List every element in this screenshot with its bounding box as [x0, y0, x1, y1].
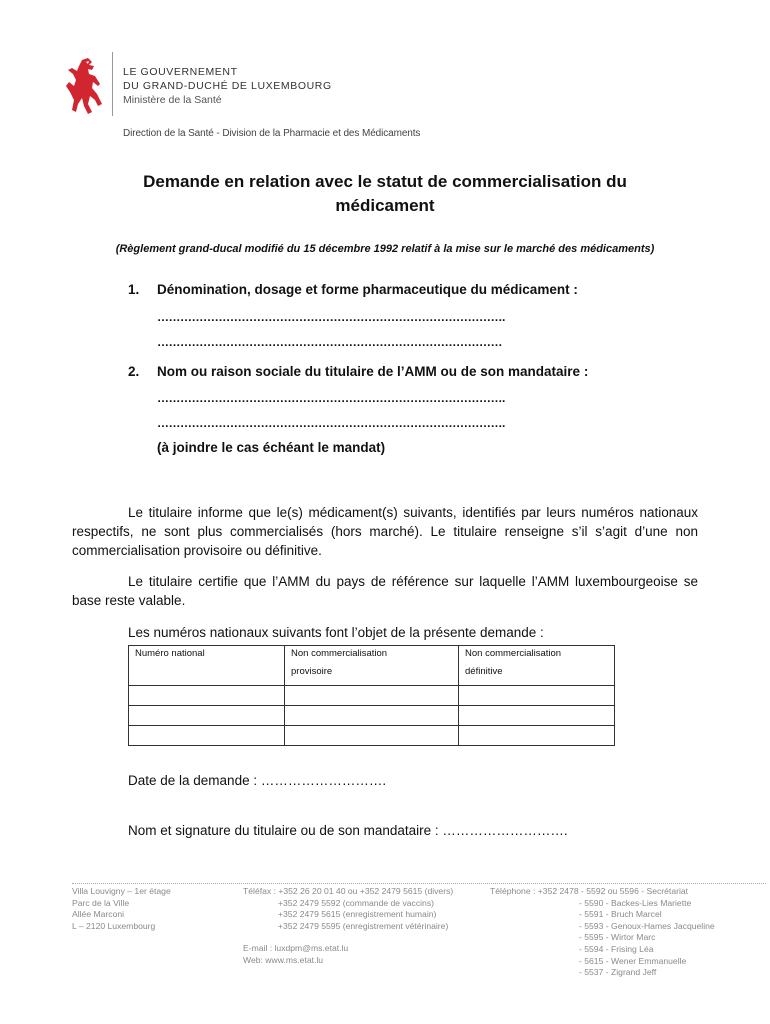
footer-telefax-line: +352 2479 5615 (enregistrement humain): [278, 909, 437, 920]
table-cell[interactable]: [459, 706, 615, 726]
header-provisional: [285, 646, 459, 686]
paragraph-information: Le titulaire informe que le(s) médicament(s) suivants, identifiés par leurs numéros nationaux respectifs, ne sont plus commercialisés (hors marché). Le titulaire renseigne s’il s’agit d’une non commercialisation provisoire ou définitive.: [72, 505, 698, 558]
section2-field-line2[interactable]: ……………………………………………………………………………….: [157, 416, 505, 430]
section2-note: (à joindre le cas échéant le mandat): [157, 440, 386, 455]
footer-address: [72, 886, 171, 932]
section1-label: Dénomination, dosage et forme pharmaceutique du médicament :: [157, 282, 578, 297]
header-definitive-line1: Non commercialisation: [465, 648, 562, 659]
date-field[interactable]: Date de la demande : ……………………….: [128, 773, 387, 788]
table-cell[interactable]: [459, 686, 615, 706]
footer-telefax-line: +352 2479 5592 (commande de vaccins): [278, 897, 434, 908]
footer-web[interactable]: Web: www.ms.etat.lu: [243, 954, 324, 965]
signature-field[interactable]: Nom et signature du titulaire ou de son mandataire : ……………………….: [128, 823, 568, 838]
gov-line-1: LE GOUVERNEMENT: [123, 66, 238, 78]
footer-divider: [72, 883, 766, 884]
ministry-name: Ministère de la Santé: [123, 94, 222, 106]
footer-telephone-line: Téléphone : +352 2478 - 5592 ou 5596 - Secrétariat: [490, 886, 689, 896]
header-provisional-line2: provisoire: [291, 666, 333, 677]
footer-telephone-line: - 5595 - Wirtor Marc: [579, 932, 656, 943]
footer-telefax-line: +352 2479 5595 (enregistrement vétérinaire): [278, 920, 449, 931]
table-row: [129, 726, 615, 746]
document-title-line2: médicament: [335, 196, 435, 215]
section1-field-line2[interactable]: ………………………………………………………………………………: [157, 335, 502, 349]
section2-field-line1[interactable]: ……………………………………………………………………………….: [157, 391, 505, 405]
section2-number: 2.: [128, 364, 140, 379]
footer-telephone: [490, 886, 745, 979]
table-cell[interactable]: [285, 726, 459, 746]
section1-field-line1[interactable]: ……………………………………………………………………………….: [157, 310, 505, 324]
document-subtitle: (Règlement grand-ducal modifié du 15 décembre 1992 relatif à la mise sur le marché des médicaments): [115, 243, 655, 255]
table-row: [129, 686, 615, 706]
footer-address-line: Parc de la Ville: [72, 897, 130, 908]
footer-address-line: Allée Marconi: [72, 909, 125, 920]
table-header-row: [129, 646, 615, 686]
header-definitive-line2: définitive: [465, 666, 503, 677]
footer-telephone-line: - 5615 - Wener Emmanuelle: [579, 955, 687, 966]
footer-telephone-line: - 5590 - Backes-Lies Mariette: [579, 897, 692, 908]
table-cell[interactable]: [129, 686, 285, 706]
footer-address-line: L – 2120 Luxembourg: [72, 920, 156, 931]
footer-address-line: Villa Louvigny – 1er étage: [72, 886, 171, 896]
footer-telefax-line: Téléfax : +352 26 20 01 40 ou +352 2479 5615 (divers): [243, 886, 454, 896]
section1-number: 1.: [128, 282, 140, 297]
table-cell[interactable]: [285, 686, 459, 706]
footer-telephone-line: - 5593 - Genoux-Hames Jacqueline: [579, 920, 715, 931]
paragraph-certification: Le titulaire certifie que l’AMM du pays de référence sur laquelle l’AMM luxembourgeoise se base reste valable.: [72, 574, 698, 608]
footer-telefax: [243, 886, 483, 967]
header-national-number-text: Numéro national: [135, 648, 205, 659]
paragraph-table-intro: Les numéros nationaux suivants font l’objet de la présente demande :: [128, 625, 544, 640]
luxembourg-lion-logo: [62, 56, 108, 118]
table-cell[interactable]: [129, 706, 285, 726]
national-numbers-table: [128, 645, 615, 746]
footer-telephone-line: - 5591 - Bruch Marcel: [579, 909, 662, 920]
header-divider: [112, 52, 113, 116]
gov-line-2: DU GRAND-DUCHÉ DE LUXEMBOURG: [123, 80, 332, 92]
table-cell[interactable]: [129, 726, 285, 746]
table-cell[interactable]: [459, 726, 615, 746]
direction-line: Direction de la Santé - Division de la Pharmacie et des Médicaments: [123, 128, 421, 139]
footer-telephone-line: - 5594 - Frising Léa: [579, 943, 654, 954]
header-national-number: [129, 646, 285, 686]
header-definitive: [459, 646, 615, 686]
footer-telephone-line: - 5537 - Zigrand Jeff: [579, 967, 657, 978]
footer-email[interactable]: E-mail : luxdpm@ms.etat.lu: [243, 943, 349, 954]
table-cell[interactable]: [285, 706, 459, 726]
header-provisional-line1: Non commercialisation: [291, 648, 388, 659]
section2-label: Nom ou raison sociale du titulaire de l’AMM ou de son mandataire :: [157, 364, 589, 379]
table-row: [129, 706, 615, 726]
document-title-line1: Demande en relation avec le statut de commercialisation du: [143, 172, 627, 191]
